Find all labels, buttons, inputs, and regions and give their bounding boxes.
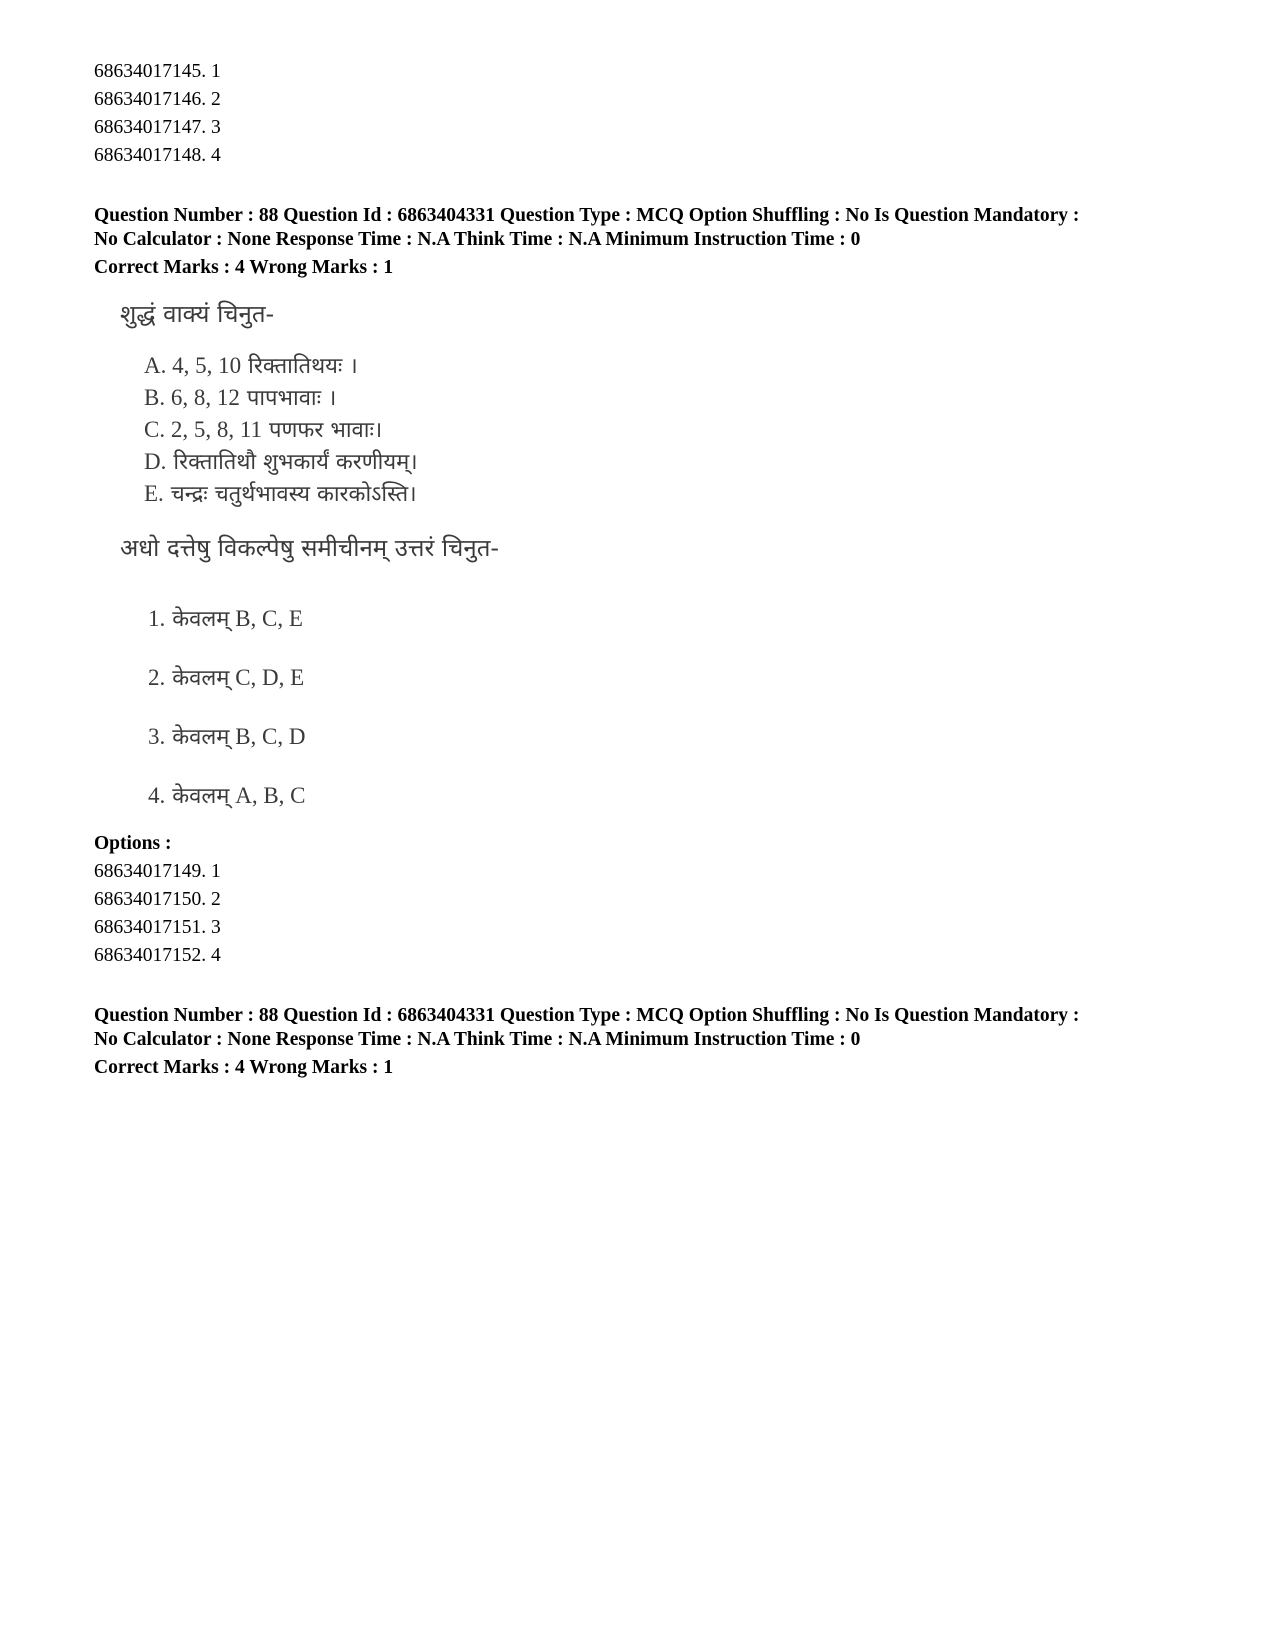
statement-label: E.: [144, 481, 164, 506]
statement-label: A. 4, 5, 10: [144, 353, 242, 378]
options-list: [94, 858, 1194, 970]
question-meta-line-2: No Calculator : None Response Time : N.A Think Time : N.A Minimum Instruction Time : 0: [94, 229, 861, 250]
statement-item: [144, 478, 1194, 510]
statement-text: पणफर भावाः।: [262, 418, 383, 443]
statement-label: B. 6, 8, 12: [144, 385, 240, 410]
question-subprompt: अधो दत्तेषु विकल्पेषु समीचीनम् उत्तरं चिनुत-: [120, 534, 500, 562]
choice-letters: B, C, D: [229, 724, 306, 749]
statement-item: [144, 382, 1194, 414]
option-line: 68634017151. 3: [94, 917, 221, 938]
choice-item: [148, 663, 1194, 694]
statement-item: [144, 350, 1194, 382]
option-line: 68634017148. 4: [94, 145, 221, 166]
previous-options-list: [94, 58, 1194, 170]
statement-item: [144, 446, 1194, 478]
question-marks: Correct Marks : 4 Wrong Marks : 1: [94, 257, 394, 278]
statement-text: चन्द्रः चतुर्थभावस्य कारकोऽस्ति।: [163, 482, 417, 507]
options-heading: Options :: [94, 833, 172, 854]
choice-item: [148, 781, 1194, 812]
option-line: 68634017145. 1: [94, 61, 221, 82]
choice-number: 1.: [148, 606, 166, 631]
spacer: [94, 970, 1194, 1004]
choice-number: 2.: [148, 665, 166, 690]
question-prompt: शुद्धं वाक्यं चिनुत-: [120, 300, 275, 328]
choice-item: [148, 722, 1194, 753]
question-meta-line-2: No Calculator : None Response Time : N.A Think Time : N.A Minimum Instruction Time : 0: [94, 1029, 861, 1050]
question-meta-line-1: Question Number : 88 Question Id : 6863404331 Question Type : MCQ Option Shuffling : No Is Question Mandatory :: [94, 205, 1080, 226]
question-meta-line-1: Question Number : 88 Question Id : 6863404331 Question Type : MCQ Option Shuffling : No Is Question Mandatory :: [94, 1005, 1080, 1026]
choice-word: केवलम्: [165, 666, 230, 691]
choice-word: केवलम्: [165, 725, 230, 750]
question-block: [94, 204, 1194, 970]
choice-number: 4.: [148, 783, 166, 808]
option-line: 68634017146. 2: [94, 89, 221, 110]
document-page: [94, 58, 1194, 1082]
spacer: [94, 170, 1194, 204]
option-line: 68634017152. 4: [94, 945, 221, 966]
choice-list: [148, 604, 1194, 812]
question-marks: Correct Marks : 4 Wrong Marks : 1: [94, 1057, 394, 1078]
choice-letters: B, C, E: [229, 606, 303, 631]
statement-label: D.: [144, 449, 167, 474]
statement-text: रिक्तातिथौ शुभकार्यं करणीयम्।: [166, 450, 418, 475]
statement-list: [144, 350, 1194, 510]
choice-letters: C, D, E: [229, 665, 305, 690]
choice-word: केवलम्: [165, 607, 230, 632]
choice-item: [148, 604, 1194, 635]
option-line: 68634017150. 2: [94, 889, 221, 910]
choice-number: 3.: [148, 724, 166, 749]
option-line: 68634017147. 3: [94, 117, 221, 138]
option-line: 68634017149. 1: [94, 861, 221, 882]
statement-text: पापभावाः ।: [239, 386, 337, 411]
question-image: [120, 294, 1194, 812]
choice-word: केवलम्: [165, 784, 230, 809]
statement-text: रिक्तातिथयः ।: [241, 354, 358, 379]
statement-label: C. 2, 5, 8, 11: [144, 417, 262, 442]
question-block: [94, 1004, 1194, 1082]
statement-item: [144, 414, 1194, 446]
choice-letters: A, B, C: [229, 783, 306, 808]
